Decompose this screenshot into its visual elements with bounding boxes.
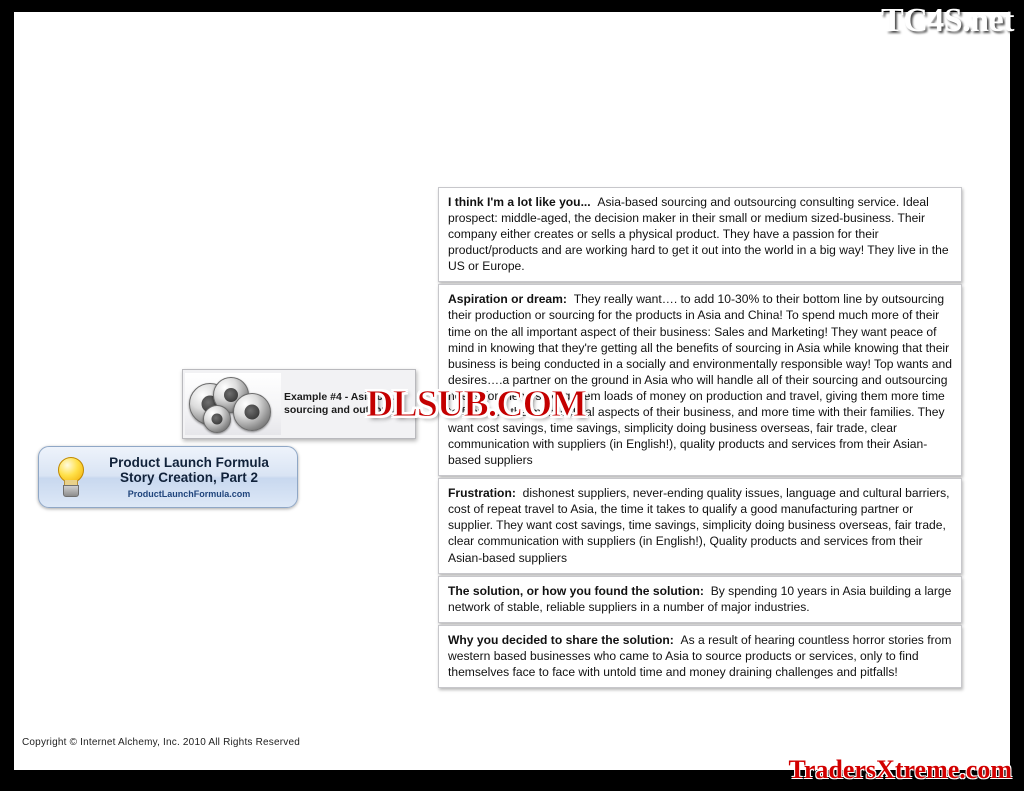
story-box-the-solution [438,576,962,623]
logo-text-block [89,455,289,499]
lightbulb-icon [51,454,89,500]
copyright-notice: Copyright © Internet Alchemy, Inc. 2010 All Rights Reserved [22,737,301,748]
story-box-i-think-im-a-lot-like-you [438,187,962,282]
story-box-lead: I think I'm a lot like you... [448,195,591,209]
tc4s-watermark: TC4S.net [881,2,1014,39]
story-box-body: They really want…. to add 10-30% to their bottom line by outsourcing their production or sourcing for the products in Asia and China! To spend much more of their time on the all important aspect of their business: Sales and Marketing! They want peace of mind in knowing that they're getting all the benefits of sourcing in Asia while knowing that their business is being conducted in a socially and environmentally responsible way! Top wants and desires….a partner on the ground in Asia who will handle all of their sourcing and outsourcing needs for them, saving them loads of money on production and travel, giving them more time to focus on the most critical aspects of their business, and more time with their families. They want cost savings, time savings, simplicity doing business overseas, fair trade, clear communication with suppliers (in English!), quality products and services from their Asian-based suppliers [448,292,952,468]
story-box-lead: The solution, or how you found the solution: [448,583,704,598]
ball-bearings-photo [185,373,281,435]
story-box-aspiration-or-dream [438,284,962,476]
story-boxes-column [438,187,962,690]
example-card-caption: Example #4 - Asia-ba... sourcing and outsour... [284,390,401,416]
story-box-lead: Aspiration or dream: [448,292,567,307]
dlsub-watermark: DLSUB.COM [366,383,587,425]
story-box-body: dishonest suppliers, never-ending quality issues, language and cultural barriers, cost of repeat travel to Asia, the time it takes to qualify a good manufacturing partner or supplier. They want cost savings, time savings, simplicity doing business overseas, fair trade, clear communication with suppliers (in English!), Quality products and services from their Asian-based suppliers [448,486,950,565]
story-box-body: By spending 10 years in Asia building a large network of stable, reliable suppliers in a number of major industries. [448,583,952,614]
story-box-why-you-decided-to-share [438,625,962,688]
product-launch-formula-logo [38,446,298,508]
logo-title-line1: Product Launch Formula [109,454,269,470]
story-box-frustration [438,478,962,573]
tradersxtreme-watermark: TradersXtreme.com [788,755,1012,784]
story-box-lead: Frustration: [448,486,516,501]
story-box-body: As a result of hearing countless horror stories from western based businesses who came to Asia to source products or services, only to find themselves face to face with untold time and money draining challenges and pitfalls! [448,632,952,679]
logo-title-line2: Story Creation, Part 2 [119,470,259,486]
logo-site-url: ProductLaunchFormula.com [127,488,251,499]
story-box-lead: Why you decided to share the solution: [448,632,674,647]
slide-canvas [14,12,1010,770]
story-box-body: Asia-based sourcing and outsourcing consulting service. Ideal prospect: middle-aged, the decision maker in their small or medium sized-business. Their company either creates or sells a physical product. They have a passion for their product/products and are working hard to get it out into the world in a big way! They live in the US or Europe. [448,195,949,274]
